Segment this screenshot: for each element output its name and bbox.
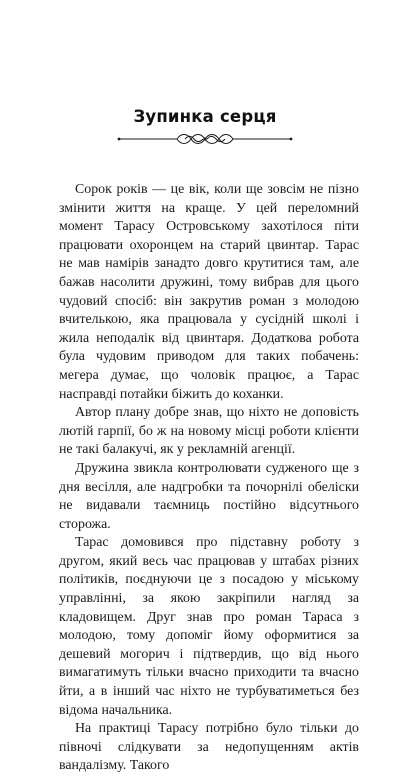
chapter-title: Зупинка серця: [133, 107, 277, 126]
paragraph: Тарас домовився про підставну роботу з другом, який весь час працював у штабах різних політиків, поєднуючи це з посадою у міському управлінні, за якою закріпили нагляд за кладовищем. Друг знав про роман Тараса з молодою, тому допоміг йому оформитися за дешевий могорич і підтвердив, що від нього вимагатимуть тільки вчасно приходити та вчасно йти, а в інший час ніхто не турбуватиметься без відома начальника.: [59, 535, 359, 718]
paragraph: Дружина звикла контролювати судженого ще з дня весілля, але надгробки та почорнілі обеліски не видавали таємниць постійно відсутнього сторожа.: [59, 460, 359, 532]
paragraph: Автор плану добре знав, що ніхто не доповість лютій гарпії, бо ж на новому місці роботи клієнти не такі балакучі, як у рекламній агенції.: [59, 405, 359, 458]
chapter-body: [59, 181, 359, 776]
paragraph: Сорок років — це вік, коли ще зовсім не пізно змінити життя на краще. У цей переломний момент Тарасу Островському захотілося піти працювати охоронцем на старий цвинтар. Тарас не мав намірів занадто довго крутитися там, але бажав насолити дружині, тому вибрав для цього чудовий спосіб: він закрутив роман з молодою вчителькою, яка працювала у сусідній школі і жила неподалік від цвинтаря. Додаткова робота була чудовим приводом для таких побачень: мегера думає, що чоловік працює, а Тарас насправді потайки біжить до коханки.: [59, 182, 359, 402]
paragraph: На практиці Тарасу потрібно було тільки до півночі слідкувати за недопущенням актів вандалізму. Такого: [59, 721, 359, 774]
decorative-divider-icon: [115, 132, 295, 146]
